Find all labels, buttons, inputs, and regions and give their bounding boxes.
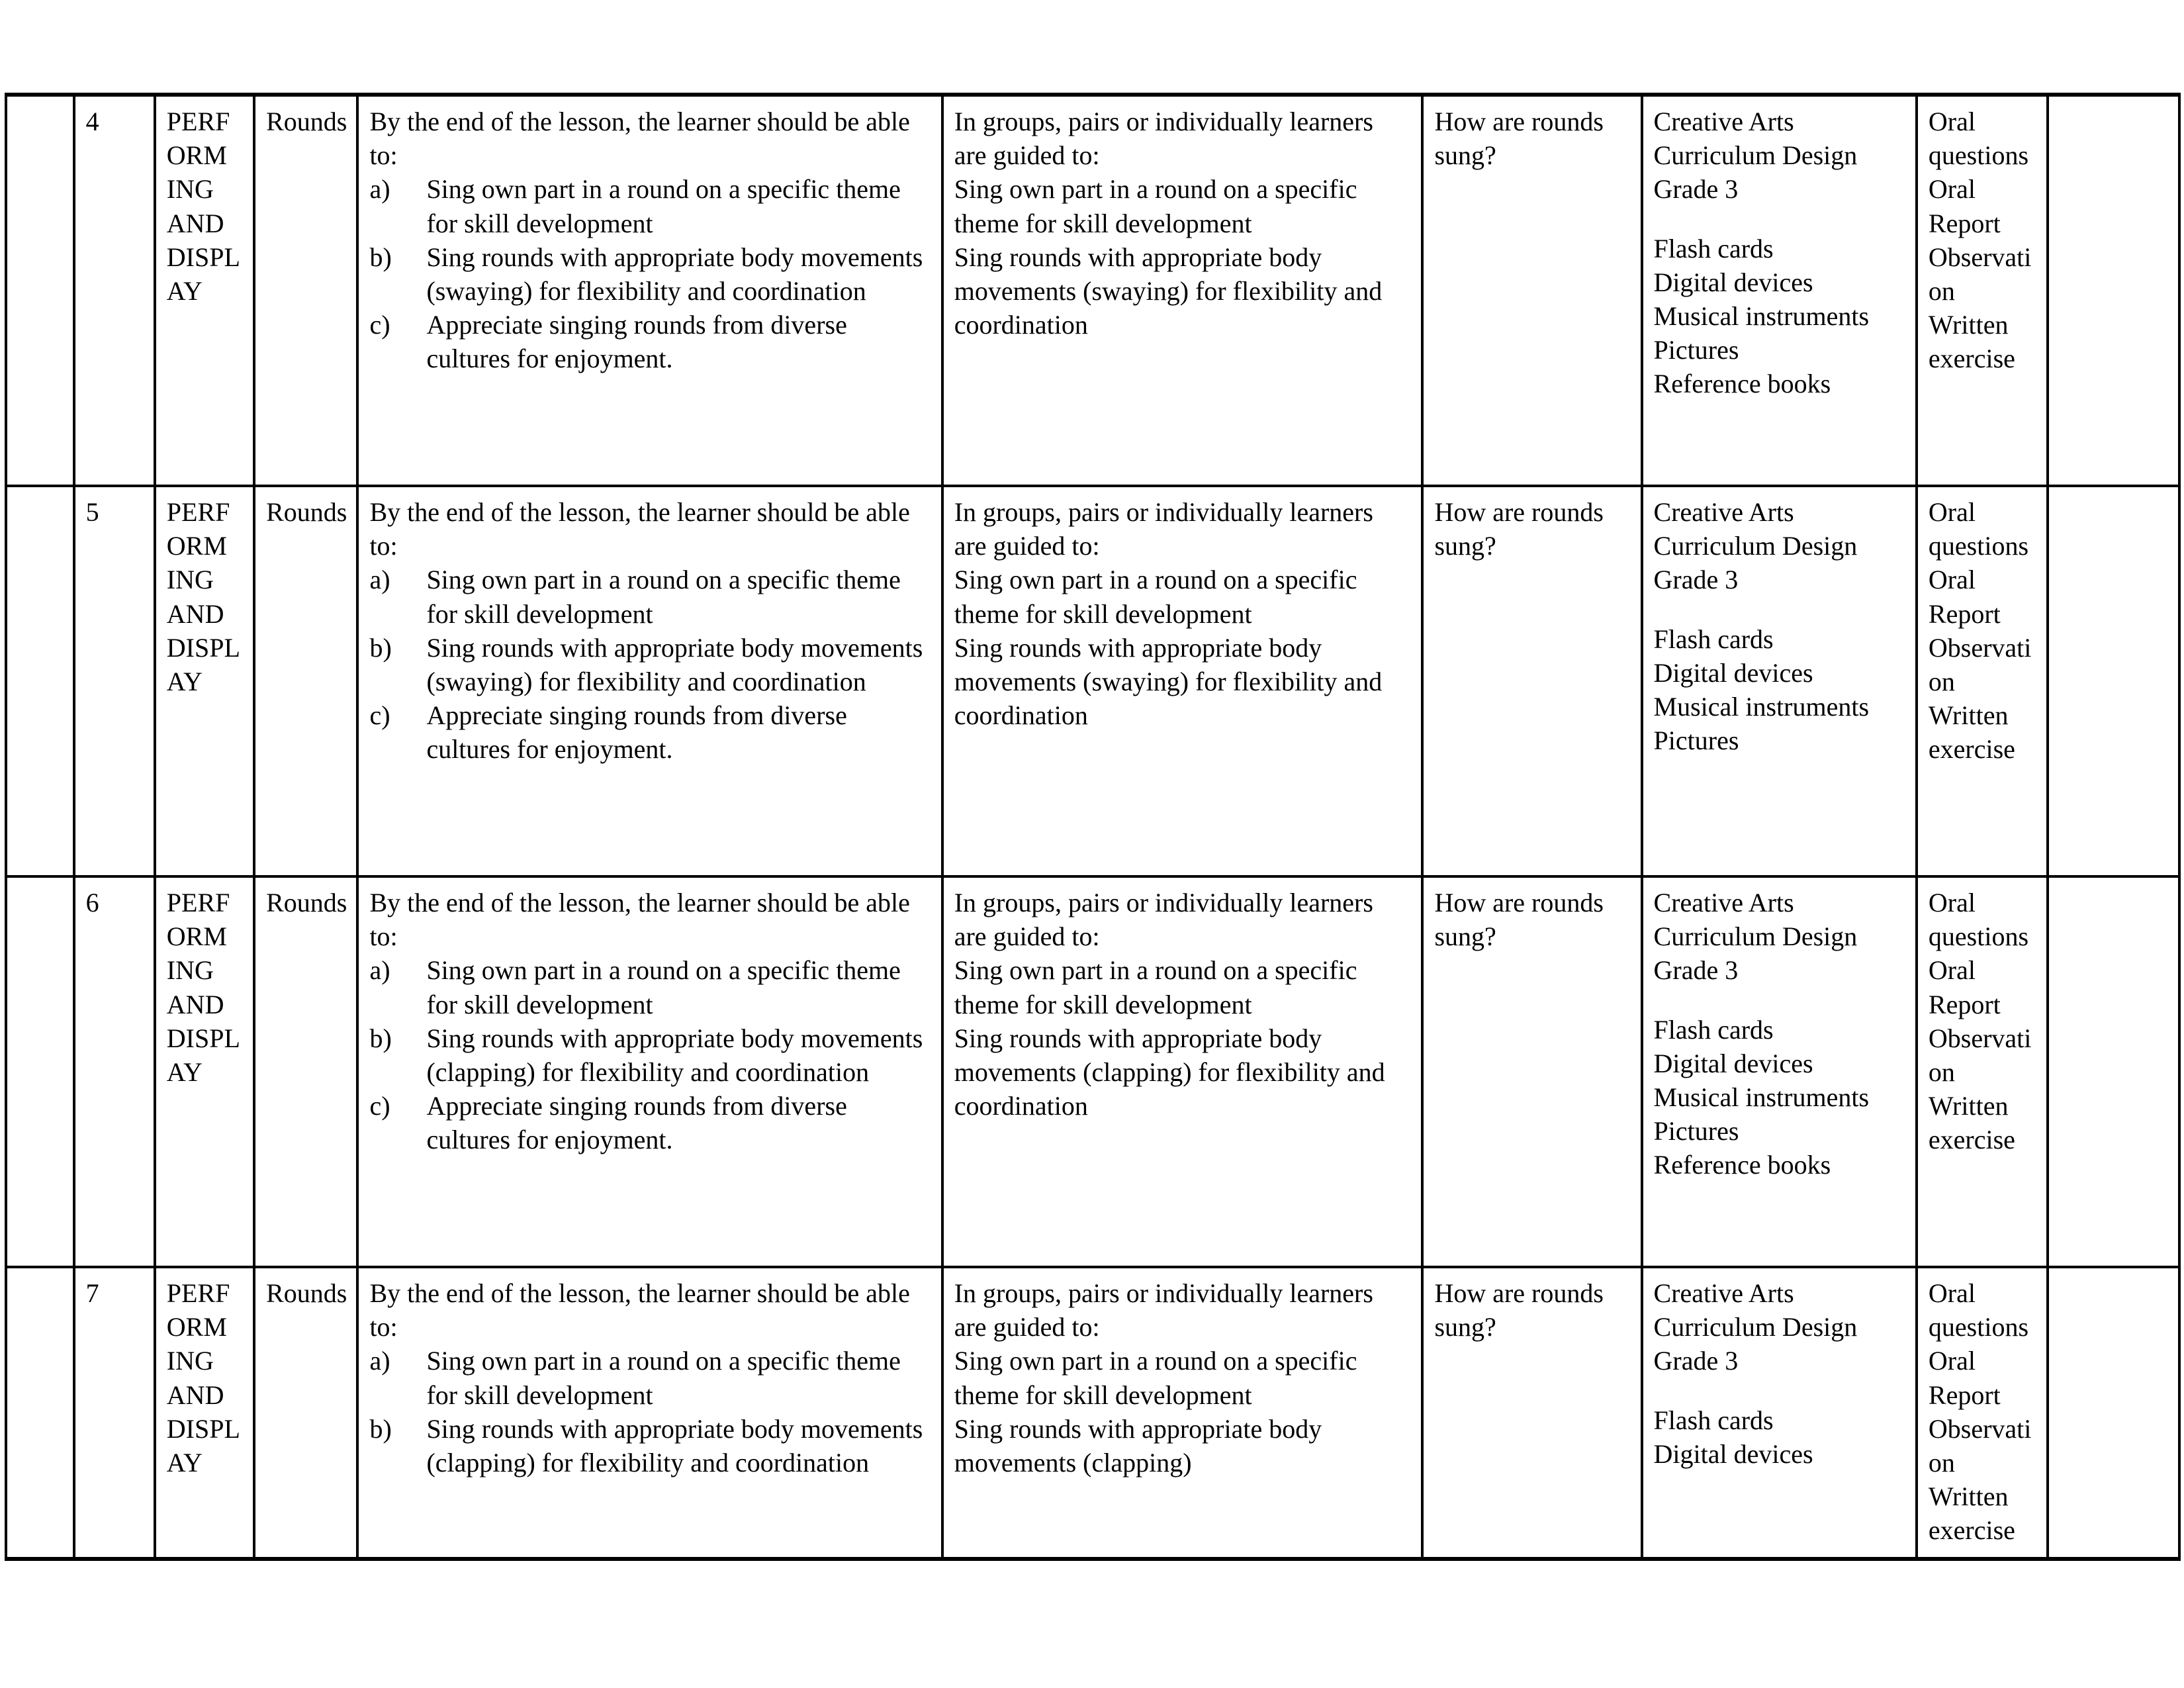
cell-learning-experiences [942,95,1423,486]
assessment-line: Oral Report [1928,1346,2001,1410]
cell-key-inquiry-question: How are rounds sung? [1422,95,1641,486]
resource-line: Musical instruments [1653,691,1870,722]
assessment-line: Observation [1928,632,2032,696]
outcomes-intro: By the end of the lesson, the learner should be able to: [369,888,910,952]
assessment-line: Oral questions [1928,497,2029,561]
experience-line: Sing rounds with appropriate body movements (clapping) for flexibility and coordination [954,1023,1385,1121]
outcome-marker: a) [369,955,390,986]
cell-learning-outcomes [357,486,942,876]
cell-week [6,95,74,486]
resource-line: Reference books [1653,369,1831,399]
cell-key-inquiry-question: How are rounds sung? [1422,1267,1641,1559]
resource-line: Creative Arts Curriculum Design Grade 3 [1653,1278,1858,1376]
outcomes-list [369,953,931,1156]
cell-lesson-number: 6 [74,876,155,1267]
resource-line: Musical instruments [1653,1082,1870,1112]
cell-reflection [2048,1267,2179,1559]
cell-key-inquiry-question: How are rounds sung? [1422,486,1641,876]
cell-week [6,1267,74,1559]
experience-line: Sing own part in a round on a specific theme for skill development [954,174,1357,238]
outcome-item [369,1344,931,1411]
assessment-line: Oral questions [1928,888,2029,952]
experience-line: Sing own part in a round on a specific theme for skill development [954,565,1357,629]
table-row [6,486,2179,876]
cell-lesson-number: 5 [74,486,155,876]
outcome-marker: b) [369,1413,392,1444]
cell-week [6,876,74,1267]
outcome-marker: c) [369,1091,390,1121]
experience-line: In groups, pairs or individually learners are guided to: [954,107,1373,171]
outcomes-list [369,563,931,766]
resource-spacer [1654,207,1906,232]
resource-line: Pictures [1653,335,1739,365]
cell-strand: PERFORM ING AND DISPLAY [155,95,254,486]
experience-line: Sing own part in a round on a specific theme for skill development [954,955,1357,1019]
outcome-marker: b) [369,632,392,663]
resource-line: Flash cards [1653,1405,1774,1435]
assessment-line: Oral Report [1928,174,2001,238]
cell-lesson-number: 4 [74,95,155,486]
outcome-text: Appreciate singing rounds from diverse cultures for enjoyment. [426,310,847,374]
assessment-line: Oral Report [1928,955,2001,1019]
cell-learning-outcomes [357,95,942,486]
outcome-marker: a) [369,174,390,205]
outcome-text: Sing own part in a round on a specific theme for skill development [426,174,901,238]
assessment-line: Written exercise [1928,1481,2015,1546]
outcome-text: Sing rounds with appropriate body movements (swaying) for flexibility and coordination [426,242,923,306]
scheme-of-work-sheet [5,93,2181,1561]
assessment-line: Observation [1928,242,2032,306]
experience-line: In groups, pairs or individually learners are guided to: [954,888,1373,952]
cell-sub-strand: Rounds [254,95,357,486]
resource-spacer [1654,988,1906,1013]
cell-lesson-number: 7 [74,1267,155,1559]
resource-spacer [1654,597,1906,622]
cell-learning-experiences [942,1267,1423,1559]
assessment-line: Observation [1928,1413,2032,1477]
table-row [6,1267,2179,1559]
outcome-marker: c) [369,700,390,731]
resource-line: Creative Arts Curriculum Design Grade 3 [1653,888,1858,986]
experience-line: In groups, pairs or individually learners are guided to: [954,1278,1373,1342]
outcome-item [369,563,931,630]
assessment-line: Oral Report [1928,565,2001,629]
cell-assessment-methods [1917,486,2048,876]
outcome-marker: b) [369,242,392,272]
outcome-marker: b) [369,1023,392,1053]
outcome-text: Sing rounds with appropriate body movements (clapping) for flexibility and coordination [426,1413,923,1477]
outcome-item [369,1412,931,1479]
cell-learning-resources [1642,95,1917,486]
table-body [6,95,2179,1559]
resource-line: Digital devices [1653,267,1813,297]
outcome-marker: a) [369,1346,390,1376]
resource-spacer [1654,1378,1906,1403]
cell-learning-outcomes [357,1267,942,1559]
cell-strand: PERFORM ING AND DISPLAY [155,876,254,1267]
resource-line: Flash cards [1653,233,1774,263]
cell-reflection [2048,876,2179,1267]
outcome-text: Sing own part in a round on a specific theme for skill development [426,955,901,1019]
resource-line: Flash cards [1653,1014,1774,1045]
outcome-text: Sing own part in a round on a specific theme for skill development [426,1346,901,1410]
cell-learning-experiences [942,876,1423,1267]
outcomes-intro: By the end of the lesson, the learner should be able to: [369,497,910,561]
resource-line: Reference books [1653,1150,1831,1180]
assessment-line: Oral questions [1928,1278,2029,1342]
outcome-item [369,1021,931,1089]
cell-learning-resources [1642,486,1917,876]
outcome-marker: c) [369,310,390,340]
cell-assessment-methods [1917,1267,2048,1559]
cell-learning-experiences [942,486,1423,876]
cell-learning-outcomes [357,876,942,1267]
cell-learning-resources [1642,876,1917,1267]
cell-week [6,486,74,876]
experience-line: Sing rounds with appropriate body movements (swaying) for flexibility and coordination [954,632,1383,731]
outcome-text: Sing rounds with appropriate body movements (swaying) for flexibility and coordination [426,632,923,696]
outcome-item [369,172,931,240]
cell-sub-strand: Rounds [254,486,357,876]
outcome-text: Appreciate singing rounds from diverse cultures for enjoyment. [426,1091,847,1155]
cell-assessment-methods [1917,95,2048,486]
cell-sub-strand: Rounds [254,876,357,1267]
outcome-item [369,953,931,1021]
resource-line: Musical instruments [1653,301,1870,331]
assessment-line: Observation [1928,1023,2032,1087]
outcome-item [369,631,931,698]
resource-line: Pictures [1653,726,1739,756]
assessment-line: Written exercise [1928,700,2015,765]
assessment-line: Oral questions [1928,107,2029,171]
outcome-text: Appreciate singing rounds from diverse cultures for enjoyment. [426,700,847,765]
resource-line: Flash cards [1653,624,1774,654]
resource-line: Digital devices [1653,1048,1813,1078]
table-row [6,95,2179,486]
resource-line: Pictures [1653,1116,1739,1147]
cell-reflection [2048,95,2179,486]
assessment-line: Written exercise [1928,1091,2015,1155]
experience-line: In groups, pairs or individually learners are guided to: [954,497,1373,561]
experience-line: Sing own part in a round on a specific theme for skill development [954,1346,1357,1410]
resource-line: Creative Arts Curriculum Design Grade 3 [1653,497,1858,595]
experience-line: Sing rounds with appropriate body movements (clapping) [954,1413,1322,1477]
cell-learning-resources [1642,1267,1917,1559]
cell-sub-strand: Rounds [254,1267,357,1559]
cell-key-inquiry-question: How are rounds sung? [1422,876,1641,1267]
cell-assessment-methods [1917,876,2048,1267]
outcomes-intro: By the end of the lesson, the learner should be able to: [369,1278,910,1342]
outcomes-intro: By the end of the lesson, the learner should be able to: [369,107,910,171]
outcome-item [369,308,931,375]
cell-strand: PERFORM ING AND DISPLAY [155,486,254,876]
outcome-item [369,240,931,308]
cell-strand: PERFORM ING AND DISPLAY [155,1267,254,1559]
outcomes-list [369,172,931,375]
outcome-marker: a) [369,565,390,595]
cell-reflection [2048,486,2179,876]
resource-line: Creative Arts Curriculum Design Grade 3 [1653,107,1858,205]
outcome-text: Sing own part in a round on a specific theme for skill development [426,565,901,629]
outcome-item [369,698,931,766]
assessment-line: Written exercise [1928,310,2015,374]
table-row [6,876,2179,1267]
outcomes-list [369,1344,931,1479]
resource-line: Digital devices [1653,657,1813,688]
outcome-text: Sing rounds with appropriate body movements (clapping) for flexibility and coordination [426,1023,923,1087]
scheme-of-work-table [5,93,2181,1561]
experience-line: Sing rounds with appropriate body movements (swaying) for flexibility and coordination [954,242,1383,340]
resource-line: Digital devices [1653,1438,1813,1469]
outcome-item [369,1089,931,1156]
